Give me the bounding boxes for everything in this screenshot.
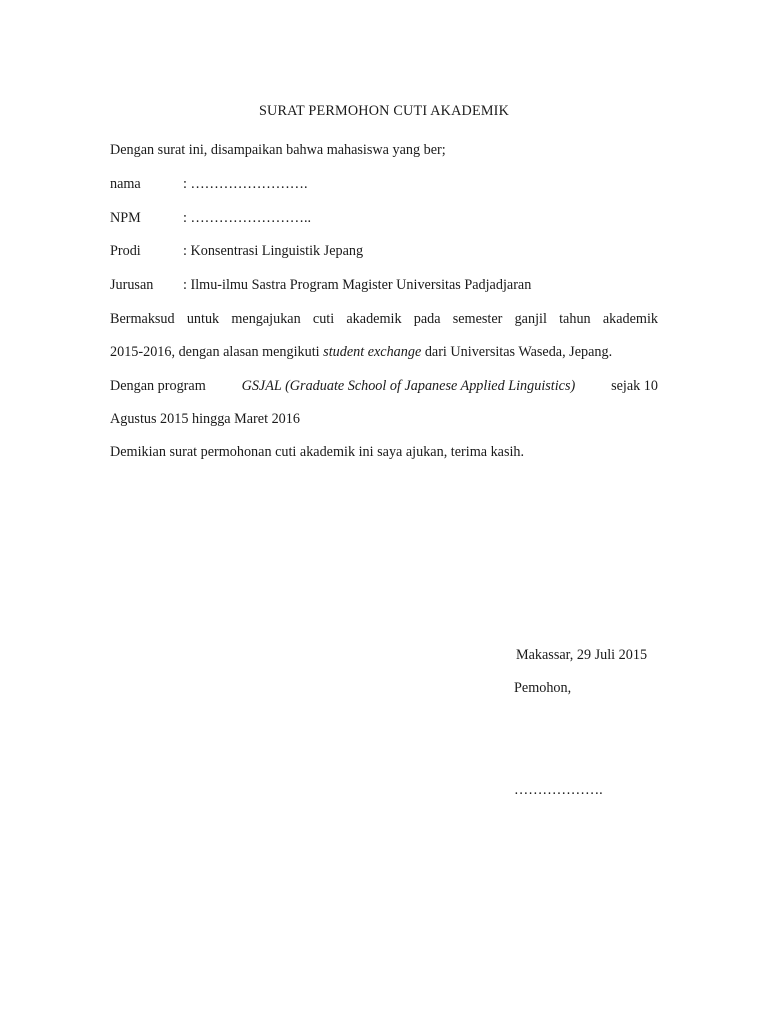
field-value-prodi: : Konsentrasi Linguistik Jepang [183,243,364,259]
body-line-1: Bermaksud untuk mengajukan cuti akademik pada semester ganjil tahun akademik [110,311,658,327]
field-label-npm: NPM [110,210,141,226]
body-line-4: Agustus 2015 hingga Maret 2016 [110,411,300,427]
body-line-2 [110,344,612,361]
signature-name-placeholder: ………………. [514,782,603,798]
field-label-prodi: Prodi [110,243,141,259]
signature-place-date: Makassar, 29 Juli 2015 [516,647,648,663]
field-value-nama: : ……………………. [183,176,308,192]
body-line-2-emphasis: student exchange [323,344,422,360]
document-title: SURAT PERMOHON CUTI AKADEMIK [258,103,510,119]
body-line-3-emphasis: GSJAL (Graduate School of Japanese Applied Linguistics) [241,378,576,394]
body-line-2-post: dari Universitas Waseda, Jepang. [421,344,613,360]
body-line-3-post: sejak 10 [611,378,658,394]
intro-text: Dengan surat ini, disampaikan bahwa mahasiswa yang ber; [110,142,446,158]
body-line-3-pre: Dengan program [110,378,206,394]
body-line-3 [110,378,658,395]
closing-text: Demikian surat permohonan cuti akademik ini saya ajukan, terima kasih. [110,444,525,460]
field-label-nama: nama [110,176,141,192]
signature-role: Pemohon, [514,680,572,696]
body-line-2-pre: 2015-2016, dengan alasan mengikuti [110,344,324,360]
field-value-jurusan: : Ilmu-ilmu Sastra Program Magister Universitas Padjadjaran [183,277,532,293]
field-value-npm: : …………………….. [183,210,312,226]
field-label-jurusan: Jurusan [110,277,154,293]
